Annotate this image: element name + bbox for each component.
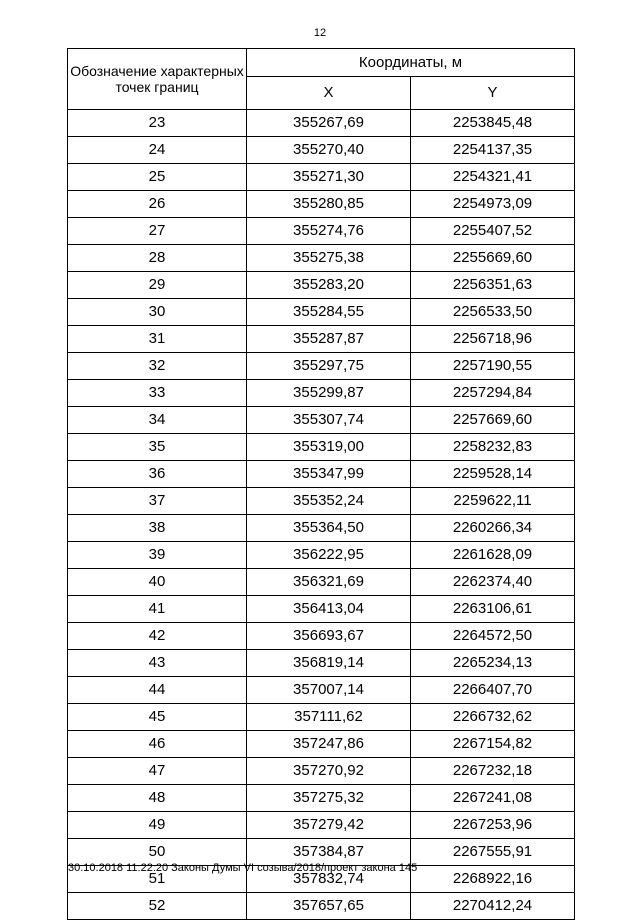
x-coordinate-cell: 355299,87 xyxy=(247,380,411,407)
x-coordinate-cell: 356819,14 xyxy=(247,650,411,677)
x-coordinate-cell: 357247,86 xyxy=(247,731,411,758)
point-number-cell: 23 xyxy=(68,110,247,137)
y-coordinate-cell: 2266732,62 xyxy=(411,704,575,731)
y-coordinate-cell: 2256718,96 xyxy=(411,326,575,353)
x-coordinate-cell: 355271,30 xyxy=(247,164,411,191)
page-number: 12 xyxy=(313,27,327,39)
table-row xyxy=(68,488,575,515)
y-coordinate-cell: 2267555,91 xyxy=(411,839,575,866)
y-coordinate-cell: 2254973,09 xyxy=(411,191,575,218)
table-row xyxy=(68,191,575,218)
y-coordinate-cell: 2267154,82 xyxy=(411,731,575,758)
point-number-cell: 41 xyxy=(68,596,247,623)
y-coordinate-cell: 2270412,24 xyxy=(411,893,575,920)
point-number-cell: 49 xyxy=(68,812,247,839)
y-coordinate-cell: 2256351,63 xyxy=(411,272,575,299)
y-coordinate-cell: 2267253,96 xyxy=(411,812,575,839)
y-coordinate-cell: 2267232,18 xyxy=(411,758,575,785)
footer-path: 30.10.2018 11:22:20 Законы Думы VI созыва/2018/проект закона 145 xyxy=(68,862,418,874)
x-coordinate-cell: 355274,76 xyxy=(247,218,411,245)
x-coordinate-cell: 357384,87 xyxy=(247,839,411,866)
y-coordinate-cell: 2257294,84 xyxy=(411,380,575,407)
y-coordinate-cell: 2259528,14 xyxy=(411,461,575,488)
point-number-cell: 28 xyxy=(68,245,247,272)
y-coordinate-cell: 2266407,70 xyxy=(411,677,575,704)
point-number-cell: 43 xyxy=(68,650,247,677)
table-row xyxy=(68,785,575,812)
table-row xyxy=(68,515,575,542)
coordinates-table xyxy=(67,48,575,920)
table-row xyxy=(68,812,575,839)
header-x: X xyxy=(247,77,411,110)
x-coordinate-cell: 357657,65 xyxy=(247,893,411,920)
table-row xyxy=(68,245,575,272)
x-coordinate-cell: 355287,87 xyxy=(247,326,411,353)
point-number-cell: 25 xyxy=(68,164,247,191)
point-number-cell: 46 xyxy=(68,731,247,758)
x-coordinate-cell: 357270,92 xyxy=(247,758,411,785)
table-row xyxy=(68,326,575,353)
x-coordinate-cell: 355280,85 xyxy=(247,191,411,218)
table-row xyxy=(68,542,575,569)
table-row xyxy=(68,434,575,461)
point-number-cell: 36 xyxy=(68,461,247,488)
y-coordinate-cell: 2265234,13 xyxy=(411,650,575,677)
y-coordinate-cell: 2260266,34 xyxy=(411,515,575,542)
y-coordinate-cell: 2267241,08 xyxy=(411,785,575,812)
x-coordinate-cell: 355267,69 xyxy=(247,110,411,137)
y-coordinate-cell: 2268922,16 xyxy=(411,866,575,893)
point-number-cell: 32 xyxy=(68,353,247,380)
point-number-cell: 52 xyxy=(68,893,247,920)
x-coordinate-cell: 355284,55 xyxy=(247,299,411,326)
header-coordinates: Координаты, м xyxy=(247,49,575,77)
point-number-cell: 26 xyxy=(68,191,247,218)
y-coordinate-cell: 2257190,55 xyxy=(411,353,575,380)
y-coordinate-cell: 2257669,60 xyxy=(411,407,575,434)
table-row xyxy=(68,407,575,434)
point-number-cell: 30 xyxy=(68,299,247,326)
point-number-cell: 37 xyxy=(68,488,247,515)
y-coordinate-cell: 2254321,41 xyxy=(411,164,575,191)
table-row xyxy=(68,731,575,758)
point-number-cell: 47 xyxy=(68,758,247,785)
x-coordinate-cell: 356413,04 xyxy=(247,596,411,623)
x-coordinate-cell: 355297,75 xyxy=(247,353,411,380)
point-number-cell: 51 xyxy=(68,866,247,893)
point-number-cell: 39 xyxy=(68,542,247,569)
x-coordinate-cell: 355319,00 xyxy=(247,434,411,461)
point-number-cell: 24 xyxy=(68,137,247,164)
point-number-cell: 38 xyxy=(68,515,247,542)
y-coordinate-cell: 2263106,61 xyxy=(411,596,575,623)
y-coordinate-cell: 2255407,52 xyxy=(411,218,575,245)
table-row xyxy=(68,569,575,596)
point-number-cell: 33 xyxy=(68,380,247,407)
table-row xyxy=(68,623,575,650)
x-coordinate-cell: 356222,95 xyxy=(247,542,411,569)
x-coordinate-cell: 357007,14 xyxy=(247,677,411,704)
point-number-cell: 44 xyxy=(68,677,247,704)
x-coordinate-cell: 355283,20 xyxy=(247,272,411,299)
point-number-cell: 35 xyxy=(68,434,247,461)
table-row xyxy=(68,272,575,299)
table-row xyxy=(68,677,575,704)
x-coordinate-cell: 355352,24 xyxy=(247,488,411,515)
x-coordinate-cell: 356321,69 xyxy=(247,569,411,596)
y-coordinate-cell: 2264572,50 xyxy=(411,623,575,650)
table-row xyxy=(68,596,575,623)
table-row xyxy=(68,380,575,407)
table-row xyxy=(68,164,575,191)
x-coordinate-cell: 355347,99 xyxy=(247,461,411,488)
table-row xyxy=(68,650,575,677)
table-row xyxy=(68,353,575,380)
y-coordinate-cell: 2259622,11 xyxy=(411,488,575,515)
y-coordinate-cell: 2253845,48 xyxy=(411,110,575,137)
x-coordinate-cell: 357275,32 xyxy=(247,785,411,812)
y-coordinate-cell: 2256533,50 xyxy=(411,299,575,326)
y-coordinate-cell: 2255669,60 xyxy=(411,245,575,272)
point-number-cell: 29 xyxy=(68,272,247,299)
table-row xyxy=(68,893,575,920)
point-number-cell: 27 xyxy=(68,218,247,245)
table-row xyxy=(68,299,575,326)
table-body xyxy=(68,110,575,920)
header-point-designation: Обозначение характерных точек границ xyxy=(68,49,247,110)
y-coordinate-cell: 2261628,09 xyxy=(411,542,575,569)
x-coordinate-cell: 355275,38 xyxy=(247,245,411,272)
point-number-cell: 50 xyxy=(68,839,247,866)
point-number-cell: 48 xyxy=(68,785,247,812)
point-number-cell: 40 xyxy=(68,569,247,596)
table-row xyxy=(68,218,575,245)
table-row xyxy=(68,137,575,164)
point-number-cell: 31 xyxy=(68,326,247,353)
point-number-cell: 34 xyxy=(68,407,247,434)
header-y: Y xyxy=(411,77,575,110)
table-row xyxy=(68,758,575,785)
x-coordinate-cell: 357111,62 xyxy=(247,704,411,731)
x-coordinate-cell: 356693,67 xyxy=(247,623,411,650)
x-coordinate-cell: 355364,50 xyxy=(247,515,411,542)
y-coordinate-cell: 2258232,83 xyxy=(411,434,575,461)
x-coordinate-cell: 357832,74 xyxy=(247,866,411,893)
x-coordinate-cell: 355270,40 xyxy=(247,137,411,164)
table-row xyxy=(68,704,575,731)
x-coordinate-cell: 357279,42 xyxy=(247,812,411,839)
y-coordinate-cell: 2262374,40 xyxy=(411,569,575,596)
point-number-cell: 45 xyxy=(68,704,247,731)
table-row xyxy=(68,461,575,488)
table-row xyxy=(68,110,575,137)
x-coordinate-cell: 355307,74 xyxy=(247,407,411,434)
y-coordinate-cell: 2254137,35 xyxy=(411,137,575,164)
point-number-cell: 42 xyxy=(68,623,247,650)
